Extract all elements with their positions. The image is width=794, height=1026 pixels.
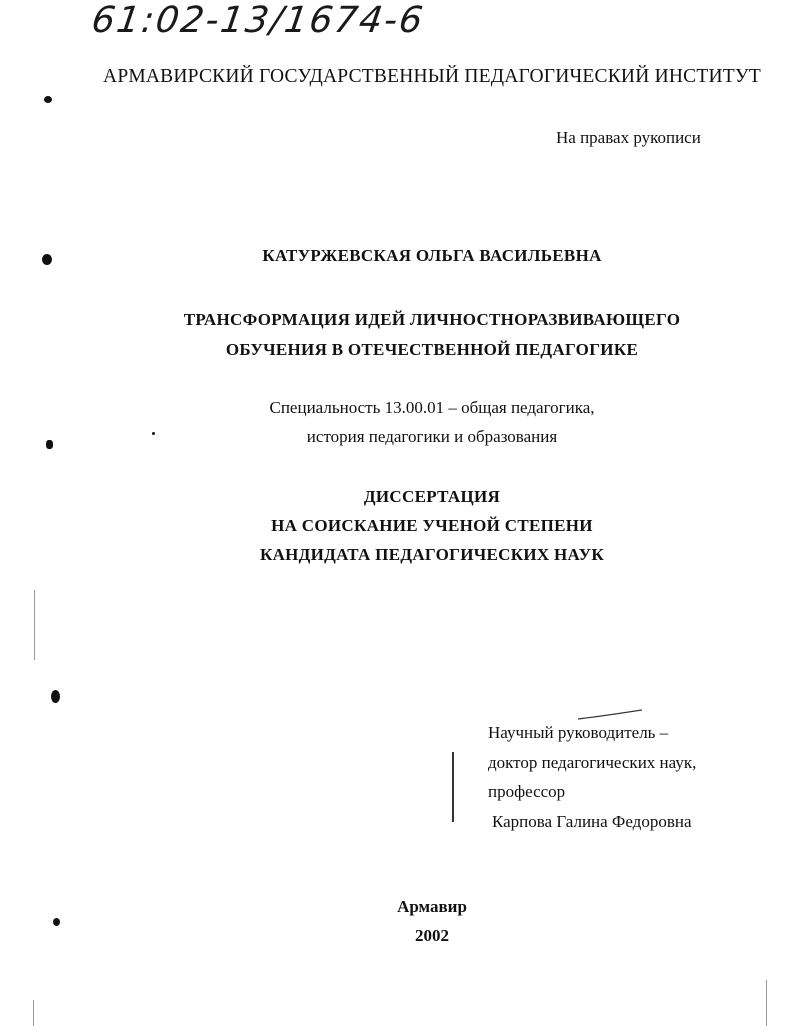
- institute-name: АРМАВИРСКИЙ ГОСУДАРСТВЕННЫЙ ПЕДАГОГИЧЕСКИЙ ИНСТИТУТ: [103, 66, 761, 87]
- advisor-bracket-line: [452, 752, 454, 822]
- place-and-year: [60, 892, 794, 950]
- title-line-2: ОБУЧЕНИЯ В ОТЕЧЕСТВЕННОЙ ПЕДАГОГИКЕ: [225, 340, 639, 359]
- archive-number-handwritten: 61:02-13/1674-6: [89, 0, 428, 41]
- degree-line-2: НА СОИСКАНИЕ УЧЕНОЙ СТЕПЕНИ: [271, 516, 593, 535]
- scan-edge-line-left-2: [33, 1000, 34, 1026]
- advisor-rank: профессор: [488, 782, 566, 801]
- binding-mark-1: [44, 96, 52, 103]
- degree-statement: [60, 482, 794, 569]
- title-line-1: ТРАНСФОРМАЦИЯ ИДЕЙ ЛИЧНОСТНОРАЗВИВАЮЩЕГО: [183, 310, 681, 329]
- specialty: [60, 393, 794, 451]
- dissertation-title: [60, 305, 794, 365]
- advisor-role: Научный руководитель –: [488, 723, 669, 742]
- specialty-line-2: история педагогики и образования: [306, 427, 558, 446]
- year: 2002: [415, 926, 449, 945]
- rights-note: На правах рукописи: [556, 128, 701, 147]
- degree-line-1: ДИССЕРТАЦИЯ: [363, 487, 501, 506]
- binding-mark-2: [42, 254, 52, 265]
- advisor-degree: доктор педагогических наук,: [488, 752, 697, 772]
- binding-mark-4: [51, 690, 60, 703]
- speck: [152, 432, 155, 435]
- specialty-line-1: Специальность 13.00.01 – общая педагогика,: [269, 398, 595, 417]
- scan-edge-line-left: [34, 590, 35, 660]
- pen-stroke: [576, 708, 646, 722]
- author-name: КАТУРЖЕВСКАЯ ОЛЬГА ВАСИЛЬЕВНА: [262, 246, 602, 265]
- advisor-block: [488, 718, 696, 836]
- binding-mark-3: [46, 440, 53, 449]
- binding-mark-5: [53, 918, 60, 926]
- advisor-name: Карпова Галина Федоровна: [492, 811, 692, 831]
- scan-edge-line-right: [766, 980, 767, 1026]
- degree-line-3: КАНДИДАТА ПЕДАГОГИЧЕСКИХ НАУК: [259, 545, 605, 564]
- city: Армавир: [397, 897, 467, 916]
